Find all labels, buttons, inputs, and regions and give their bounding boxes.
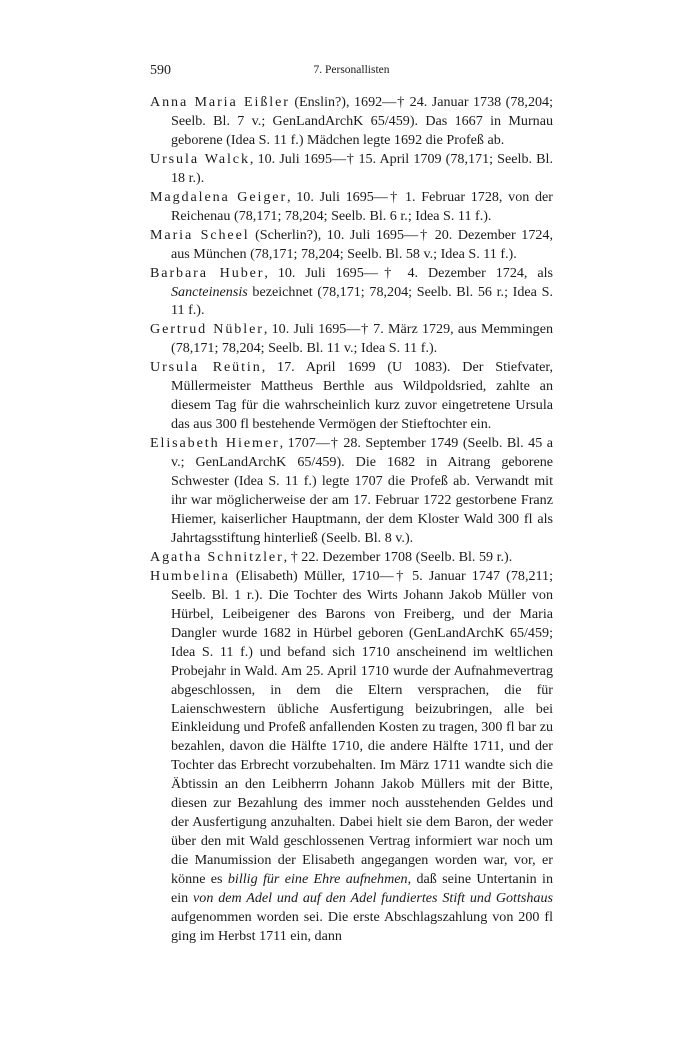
entry-text: aufgenommen worden sei. Die erste Abschlagszahlung von 200 fl ging im Herbst 1711 ein, dann xyxy=(171,908,553,944)
person-name: Agatha Schnitzler xyxy=(150,548,284,565)
person-name: Humbelina xyxy=(150,567,230,584)
list-entry xyxy=(150,320,553,358)
entry-text: (Elisabeth) Müller, 1710—† 5. Januar 1747 (78,211; Seelb. Bl. 1 r.). Die Tochter des Wirts Johann Jakob Müller von Hürbel, Leibeigener des Barons von Freiberg, und der Maria Dangler wurde 1682 in Hürbel geboren (GenLandArchK 65/459; Idea S. 11 f.) und befand sich 1710 anscheinend im weltlichen Probejahr in Wald. Am 25. April 1710 wurde der Aufnahmevertrag abgeschlossen, in dem die Eltern versprachen, die für Laienschwestern übliche Ausfertigung beizubringen, alle bei Einkleidung und Profeß anfallenden Kosten zu tragen, 300 fl bar zu bezahlen, davon die Hälfte 1710, die andere Hälfte 1711, und der Tochter das Erbrecht vorzubehalten. Im März 1711 wandte sich die Äbtissin an den Leibherrn Johann Jakob Müllers mit der Bitte, diesen zur Bezahlung des immer noch ausstehenden Geldes und der Ausfertigung anzuhalten. Dabei hielt sie dem Baron, der weder über den mit Wald geschlossenen Vertrag informiert war noch um die Manumission der Elisabeth angegangen worden war, vor, er könne es xyxy=(171,567,553,888)
list-entry xyxy=(150,188,553,226)
entry-text: (Enslin?), 1692—† 24. Januar 1738 (78,204; Seelb. Bl. 7 v.; GenLandArchK 65/459). Das 1667 in Murnau geborene (Idea S. 11 f.) Mädchen legte 1692 die Profeß ab. xyxy=(171,94,554,148)
list-entry xyxy=(150,226,553,264)
entry-text: , daß seine Untertanin in ein xyxy=(171,871,553,907)
person-name: Ursula Reütin xyxy=(150,359,262,376)
entry-text: , 10. Juli 1695—† 1. Februar 1728, von der Reichenau (78,171; 78,204; Seelb. Bl. 6 r.; Idea S. 11 f.). xyxy=(171,188,553,224)
page-number: 590 xyxy=(150,63,171,78)
entry-text: , 17. April 1699 (U 1083). Der Stiefvater, Müllermeister Mattheus Berthle aus Wildpoldsried, zahlte an diesem Tag für die wahrscheinlich kurz zuvor eingetretene Ursula das aus 300 fl bestehende Vermögen der Stieftochter ein. xyxy=(171,359,553,433)
entry-text: , † 22. Dezember 1708 (Seelb. Bl. 59 r.). xyxy=(283,548,513,565)
list-entry xyxy=(150,434,553,548)
page-header xyxy=(150,63,553,81)
personnel-list xyxy=(150,93,553,946)
list-entry xyxy=(150,548,553,567)
list-entry xyxy=(150,150,553,188)
italic-quote: von dem Adel und auf den Adel fundiertes Stift und Gottshaus xyxy=(193,890,553,907)
entry-text: , 10. Juli 1695—† 15. April 1709 (78,171; Seelb. Bl. 18 r.). xyxy=(171,150,553,186)
person-name: Gertrud Nübler xyxy=(150,321,264,338)
person-name: Ursula Walck xyxy=(150,150,250,167)
person-name: Barbara Huber xyxy=(150,264,265,281)
list-entry xyxy=(150,567,553,946)
italic-term: Sancteinensis xyxy=(171,283,248,300)
italic-quote: billig für eine Ehre aufnehmen xyxy=(227,871,408,888)
list-entry xyxy=(150,264,553,321)
entry-text: bezeichnet (78,171; 78,204; Seelb. Bl. 56 r.; Idea S. 11 f.). xyxy=(171,283,553,319)
entry-text: (Scherlin?), 10. Juli 1695—† 20. Dezember 1724, aus München (78,171; 78,204; Seelb. Bl. 58 v.; Idea S. 11 f.). xyxy=(171,226,553,262)
entry-text: , 10. Juli 1695—† 4. Dezember 1724, als xyxy=(264,264,553,281)
list-entry xyxy=(150,358,553,434)
running-head: 7. Personallisten xyxy=(313,64,390,76)
person-name: Elisabeth Hiemer xyxy=(150,435,280,452)
entry-text: , 1707—† 28. September 1749 (Seelb. Bl. 45 a v.; GenLandArchK 65/459). Die 1682 in Aitrang geborene Schwester (Idea S. 11 f.) legte 1707 die Profeß ab. Verwandt mit ihr war möglicherweise der am 17. Februar 1722 gestorbene Franz Hiemer, kaiserlicher Hauptmann, der dem Kloster Wald 300 fl als Jahrtagsstiftung hinterließ (Seelb. Bl. 8 v.). xyxy=(171,435,553,546)
person-name: Anna Maria Eißler xyxy=(150,94,290,110)
entry-text: , 10. Juli 1695—† 7. März 1729, aus Memmingen (78,171; 78,204; Seelb. Bl. 11 v.; Idea S. 11 f.). xyxy=(171,321,553,357)
list-entry xyxy=(150,93,553,150)
person-name: Maria Scheel xyxy=(150,226,250,243)
person-name: Magdalena Geiger xyxy=(150,188,288,205)
